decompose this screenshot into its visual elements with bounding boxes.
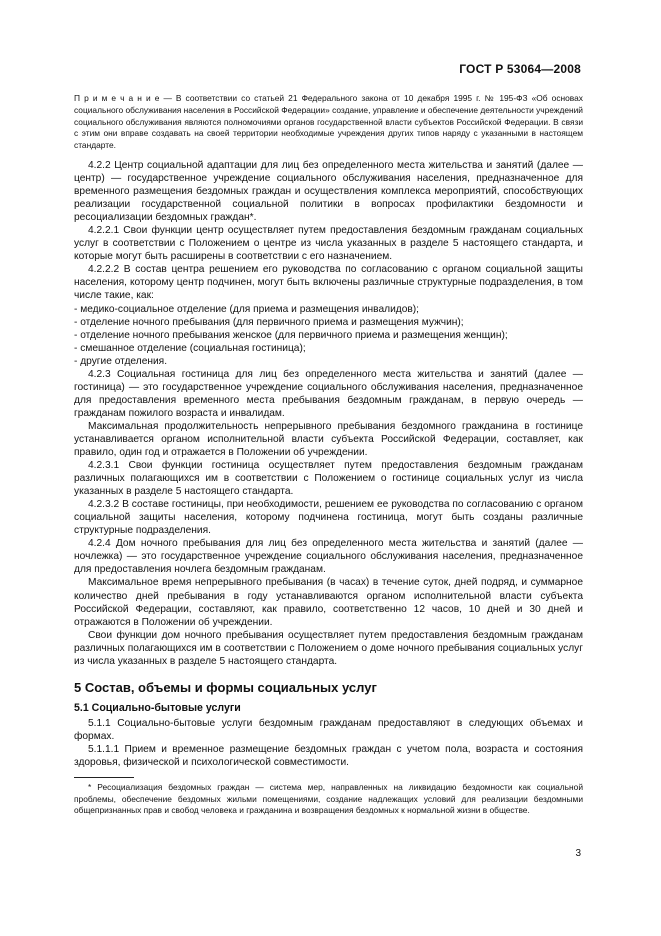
paragraph-4-2-3-1: 4.2.3.1 Свои функции гостиница осуществляет путем предоставления бездомным гражданам различных полагающихся им в соответствии с Положением о гостинице социальных услуг из числа указанных в разделе 5 настоящего стандарта. <box>74 460 583 498</box>
list-item: - отделение ночного пребывания (для первичного приема и размещения мужчин); <box>74 316 464 328</box>
paragraph-max-stay: Максимальная продолжительность непрерывного пребывания бездомного гражданина в гостинице устанавливается органом исполнительной власти субъекта Российской Федерации, составляет, как правило, один год и отражается в Положении об учреждении. <box>74 420 583 459</box>
page-number: 3 <box>575 848 581 859</box>
paragraph-4-2-2-1: 4.2.2.1 Свои функции центр осуществляет путем предоставления бездомным гражданам социальных услуг в соответствии с Положением о центре из числа указанных в разделе 5 настоящего стандарта, и которые могут быть расширены в соответствии с его назначением. <box>74 225 583 263</box>
subsection-5-1-title: 5.1 Социально-бытовые услуги <box>74 701 241 714</box>
paragraph-functions: Свои функции дом ночного пребывания осуществляет путем предоставления бездомным гражданам различных полагающихся им в соответствии с Положением о доме ночного пребывания социальных услуг из числа указанных в разделе 5 настоящего стандарта. <box>74 629 583 667</box>
document-body <box>74 93 583 817</box>
section-5-title: 5 Состав, объемы и формы социальных услуг <box>74 679 377 695</box>
footnote-divider <box>74 777 134 778</box>
footnote: * Ресоциализация бездомных граждан — система мер, направленных на ликвидацию бездомности как социальной проблемы, обеспечение бездомных жильми помещениями, создание надлежащих условий для реализации бездомными общепризнанных прав и свобод человека и гражданина и возвращения бездомных к нормальной жизни в обществе. <box>74 782 583 815</box>
paragraph-5-1-1: 5.1.1 Социально-бытовые услуги бездомным гражданам предоставляют в следующих объемах и формах. <box>74 717 583 742</box>
paragraph-5-1-1-1: 5.1.1.1 Прием и временное размещение бездомных граждан с учетом пола, возраста и состояния здоровья, физической и психологической совместимости. <box>74 743 583 768</box>
subdivision-list <box>74 303 583 368</box>
paragraph-max-time: Максимальное время непрерывного пребывания (в часах) в течение суток, дней подряд, и суммарное количество дней пребывания в году устанавливаются органом исполнительной власти субъекта Российской Федерации, составляют, как правило, соответственно 12 часов, 10 дней и 30 дней и отражаются в Положении об учреждении. <box>74 577 583 628</box>
note-paragraph: П р и м е ч а н и е — В соответствии со статьей 21 Федерального закона от 10 декабря 1995 г. № 195-ФЗ «Об основах социального обслуживания населения в Российской Федерации» создание, управление и обеспечение деятельности учреждений социального обслуживания являются полномочиями органов государственной власти субъектов Российской Федерации. В связи с этим они вправе создавать на своей территории необходимые учреждения других типов наряду с указанными в настоящем стандарте. <box>74 93 583 151</box>
list-item: - медико-социальное отделение (для приема и размещения инвалидов); <box>74 303 420 315</box>
paragraph-4-2-4: 4.2.4 Дом ночного пребывания для лиц без определенного места жительства и занятий (далее — ночлежка) — это государственное учреждение социального обслуживания населения, предназначенное для предоставления ночлега бездомным гражданам. <box>74 538 583 576</box>
paragraph-4-2-3-2: 4.2.3.2 В составе гостиницы, при необходимости, решением ее руководства по согласованию с органом социальной защиты населения, которому подчинена гостиница, могут быть созданы различные структурные подразделения. <box>74 499 583 537</box>
list-item: - другие отделения. <box>74 355 168 367</box>
document-code-header: ГОСТ Р 53064—2008 <box>459 62 581 76</box>
list-item: - отделение ночного пребывания женское (для первичного приема и размещения женщин); <box>74 329 508 341</box>
paragraph-4-2-2: 4.2.2 Центр социальной адаптации для лиц без определенного места жительства и занятий (далее — центр) — государственное учреждение социального обслуживания населения, предназначенное для временного размещения бездомных граждан и осуществления комплекса мероприятий, способствующих реализации государственной социальной политики в вопросах профилактики бездомности и ресоциализации бездомных граждан*. <box>74 159 583 224</box>
paragraph-4-2-3: 4.2.3 Социальная гостиница для лиц без определенного места жительства и занятий (далее — гостиница) — это государственное учреждение социального обслуживания населения, предназначенное для предоставления временного места пребывания бездомным гражданам, в первую очередь — гражданам пожилого возраста и инвалидам. <box>74 368 583 419</box>
list-item: - смешанное отделение (социальная гостиница); <box>74 342 306 354</box>
paragraph-4-2-2-2: 4.2.2.2 В состав центра решением его руководства по согласованию с органом социальной защиты населения, которому центр подчинен, могут быть включены различные структурные подразделения, в том числе такие, как: <box>74 264 583 302</box>
